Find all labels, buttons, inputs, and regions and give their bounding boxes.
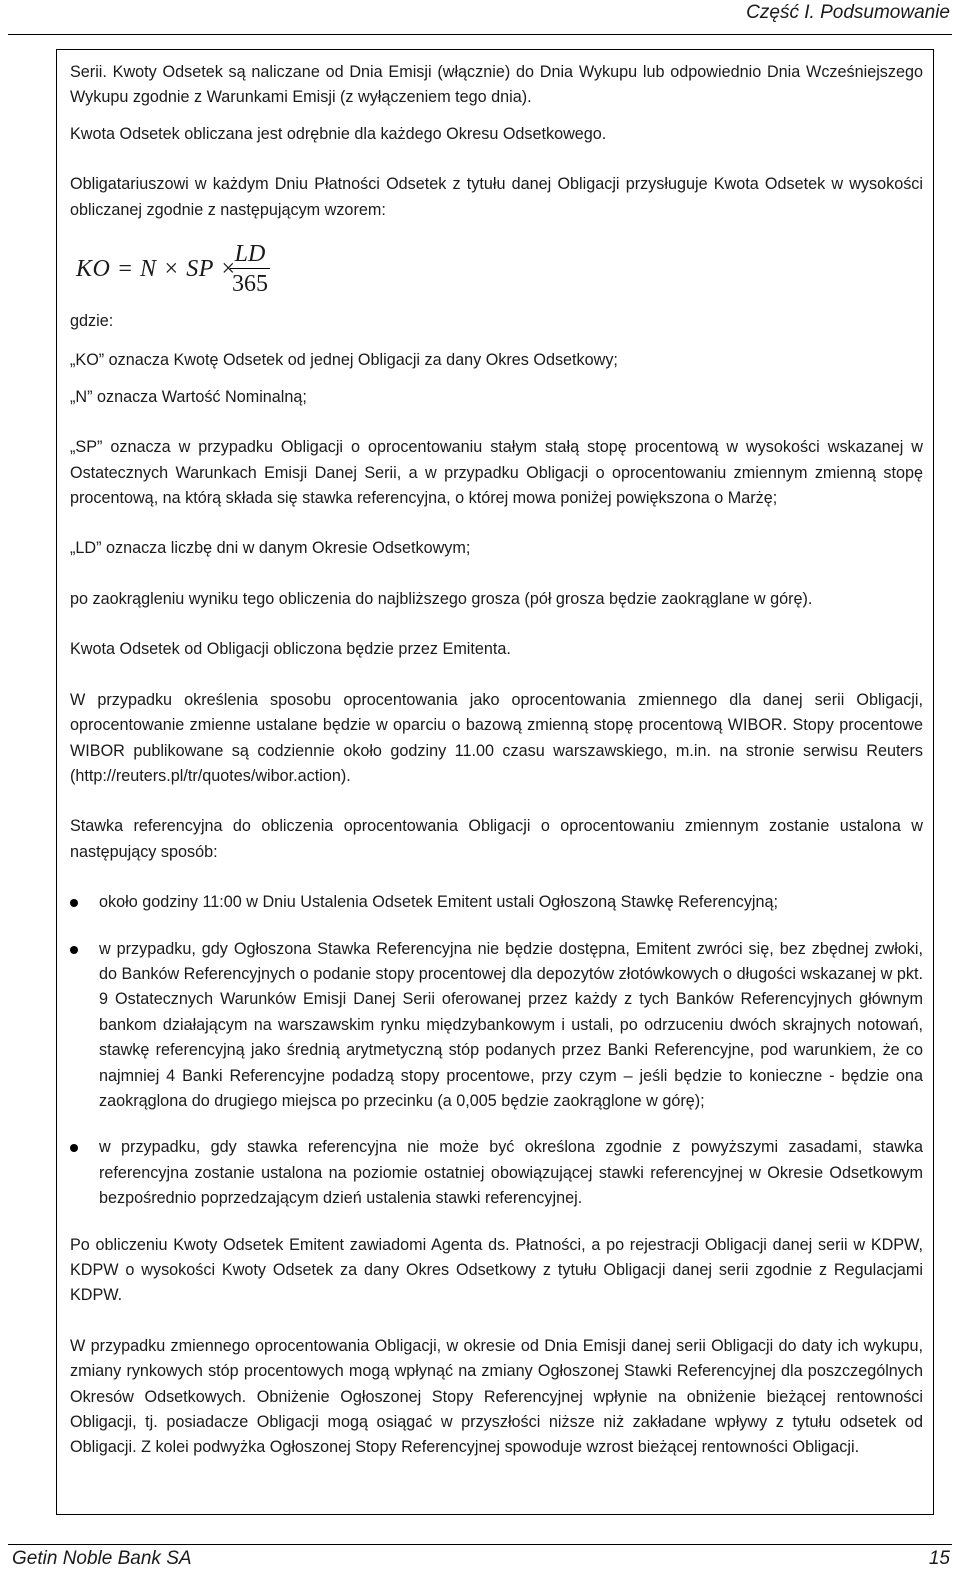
formula-lhs: KO = N × SP × [76, 256, 237, 283]
definition-n: „N” oznacza Wartość Nominalną; [70, 387, 307, 406]
document-body [70, 60, 923, 1461]
paragraph-calculated-by-issuer: Kwota Odsetek od Obligacji obliczona będzie przez Emitenta. [70, 640, 511, 659]
definition-sp: „SP” oznacza w przypadku Obligacji o oprocentowaniu stałym stałą stopę procentową w wysokości wskazanej w Ostatecznych Warunkach Emisji Danej Serii, a w przypadku Obligacji o oprocentowaniu zmiennym zmienną stopę procentową, na którą składa się stawka referencyjna, o której mowa poniżej powiększona o Marżę; [70, 438, 923, 508]
reference-rate-bullet-list [70, 890, 923, 1211]
list-item: w przypadku, gdy stawka referencyjna nie może być określona zgodnie z powyższymi zasadami, stawka referencyjna zostanie ustalona na poziomie ostatniej obowiązującej stawki referencyjnej w Okresie Odsetkowym bezpośrednio poprzedzającym dzień ustalenia stawki referencyjnej. [70, 1135, 923, 1211]
paragraph-payment-agent: Po obliczeniu Kwoty Odsetek Emitent zawiadomi Agenta ds. Płatności, a po rejestracji Obligacji danej serii w KDPW, KDPW o wysokości Kwoty Odsetek za dany Okres Odsetkowy z tytułu Obligacji danej serii zgodnie z Regulacjami KDPW. [70, 1235, 923, 1305]
list-item: w przypadku, gdy Ogłoszona Stawka Referencyjna nie będzie dostępna, Emitent zwróci się, bez zbędnej zwłoki, do Banków Referencyjnych o podanie stopy procentowej dla depozytów złotówkowych o długości wskazanej w pkt. 9 Ostatecznych Warunków Emisji Danej Serii oferowanej przez każdy z tych Banków Referencyjnych głównym bankom działającym na warszawskim rynku międzybankowym i ustali, po odrzuceniu dwóch skrajnych notowań, stawkę referencyjną jako średnią arytmetyczną stóp podanych przez Banki Referencyjne, pod warunkiem, że co najmniej 4 Banki Referencyjne podadzą stopy procentowe, przy czym – jeśli będzie to konieczne - będzie ona zaokrąglona do drugiego miejsca po przecinku (a 0,005 będzie zaokrąglone w górę); [70, 937, 923, 1115]
footer-company-name: Getin Noble Bank SA [12, 1548, 192, 1569]
paragraph-variable-rate-risk: W przypadku zmiennego oprocentowania Obligacji, w okresie od Dnia Emisji danej serii Obligacji do daty ich wykupu, zmiany rynkowych stóp procentowych mogą wpłynąć na zmiany Ogłoszonej Stawki Referencyjnej dla poszczególnych Okresów Odsetkowych. Obniżenie Ogłoszonej Stopy Referencyjnej wpłynie na obniżenie bieżącej rentowności Obligacji, tj. posiadacze Obligacji mogą osiągać w przyszłości niższe niż zakładane wpływy z tytułu odsetek od Obligacji. Z kolei podwyżka Ogłoszonej Stopy Referencyjnej spowoduje wzrost bieżącej rentowności Obligacji. [70, 1336, 923, 1457]
formula-fraction [230, 241, 270, 297]
paragraph-interest-period: Kwota Odsetek obliczana jest odrębnie dla każdego Okresu Odsetkowego. [70, 124, 607, 143]
formula-denominator: 365 [232, 271, 268, 298]
footer-divider [8, 1544, 952, 1545]
paragraph-rounding: po zaokrągleniu wyniku tego obliczenia do najbliższego grosza (pół grosza będzie zaokrąglane w górę). [70, 589, 813, 608]
paragraph-reference-rate-intro: Stawka referencyjna do obliczenia oprocentowania Obligacji o oprocentowaniu zmiennym zostanie ustalona w następujący sposób: [70, 817, 923, 861]
paragraph-interest-accrual: Serii. Kwoty Odsetek są naliczane od Dnia Emisji (włącznie) do Dnia Wykupu lub odpowiednio Dnia Wcześniejszego Wykupu zgodnie z Warunkami Emisji (z wyłączeniem tego dnia). [70, 63, 923, 107]
fraction-bar [230, 268, 270, 269]
footer-page-number: 15 [928, 1548, 950, 1569]
formula-numerator: LD [234, 241, 266, 268]
page-header-title: Część I. Podsumowanie [746, 2, 950, 23]
list-item: około godziny 11:00 w Dniu Ustalenia Odsetek Emitent ustali Ogłoszoną Stawkę Referencyjną; [70, 890, 923, 915]
paragraph-wibor: W przypadku określenia sposobu oprocentowania jako oprocentowania zmiennego dla danej serii Obligacji, oprocentowanie zmienne ustalane będzie w oparciu o bazową zmienną stopę procentową WIBOR. Stopy procentowe WIBOR publikowane są codziennie około godziny 11.00 czasu warszawskiego, m.in. na stronie serwisu Reuters (http://reuters.pl/tr/quotes/wibor.action). [70, 690, 923, 785]
paragraph-formula-intro: Obligatariuszowi w każdym Dniu Płatności Odsetek z tytułu danej Obligacji przysługuje Kwota Odsetek w wysokości obliczanej zgodnie z następującym wzorem: [70, 175, 923, 219]
definition-ld: „LD” oznacza liczbę dni w danym Okresie Odsetkowym; [70, 539, 471, 558]
header-divider [8, 34, 952, 35]
formula-where-label: gdzie: [70, 312, 114, 331]
interest-formula [76, 241, 923, 303]
definition-ko: „KO” oznacza Kwotę Odsetek od jednej Obligacji za dany Okres Odsetkowy; [70, 351, 618, 370]
